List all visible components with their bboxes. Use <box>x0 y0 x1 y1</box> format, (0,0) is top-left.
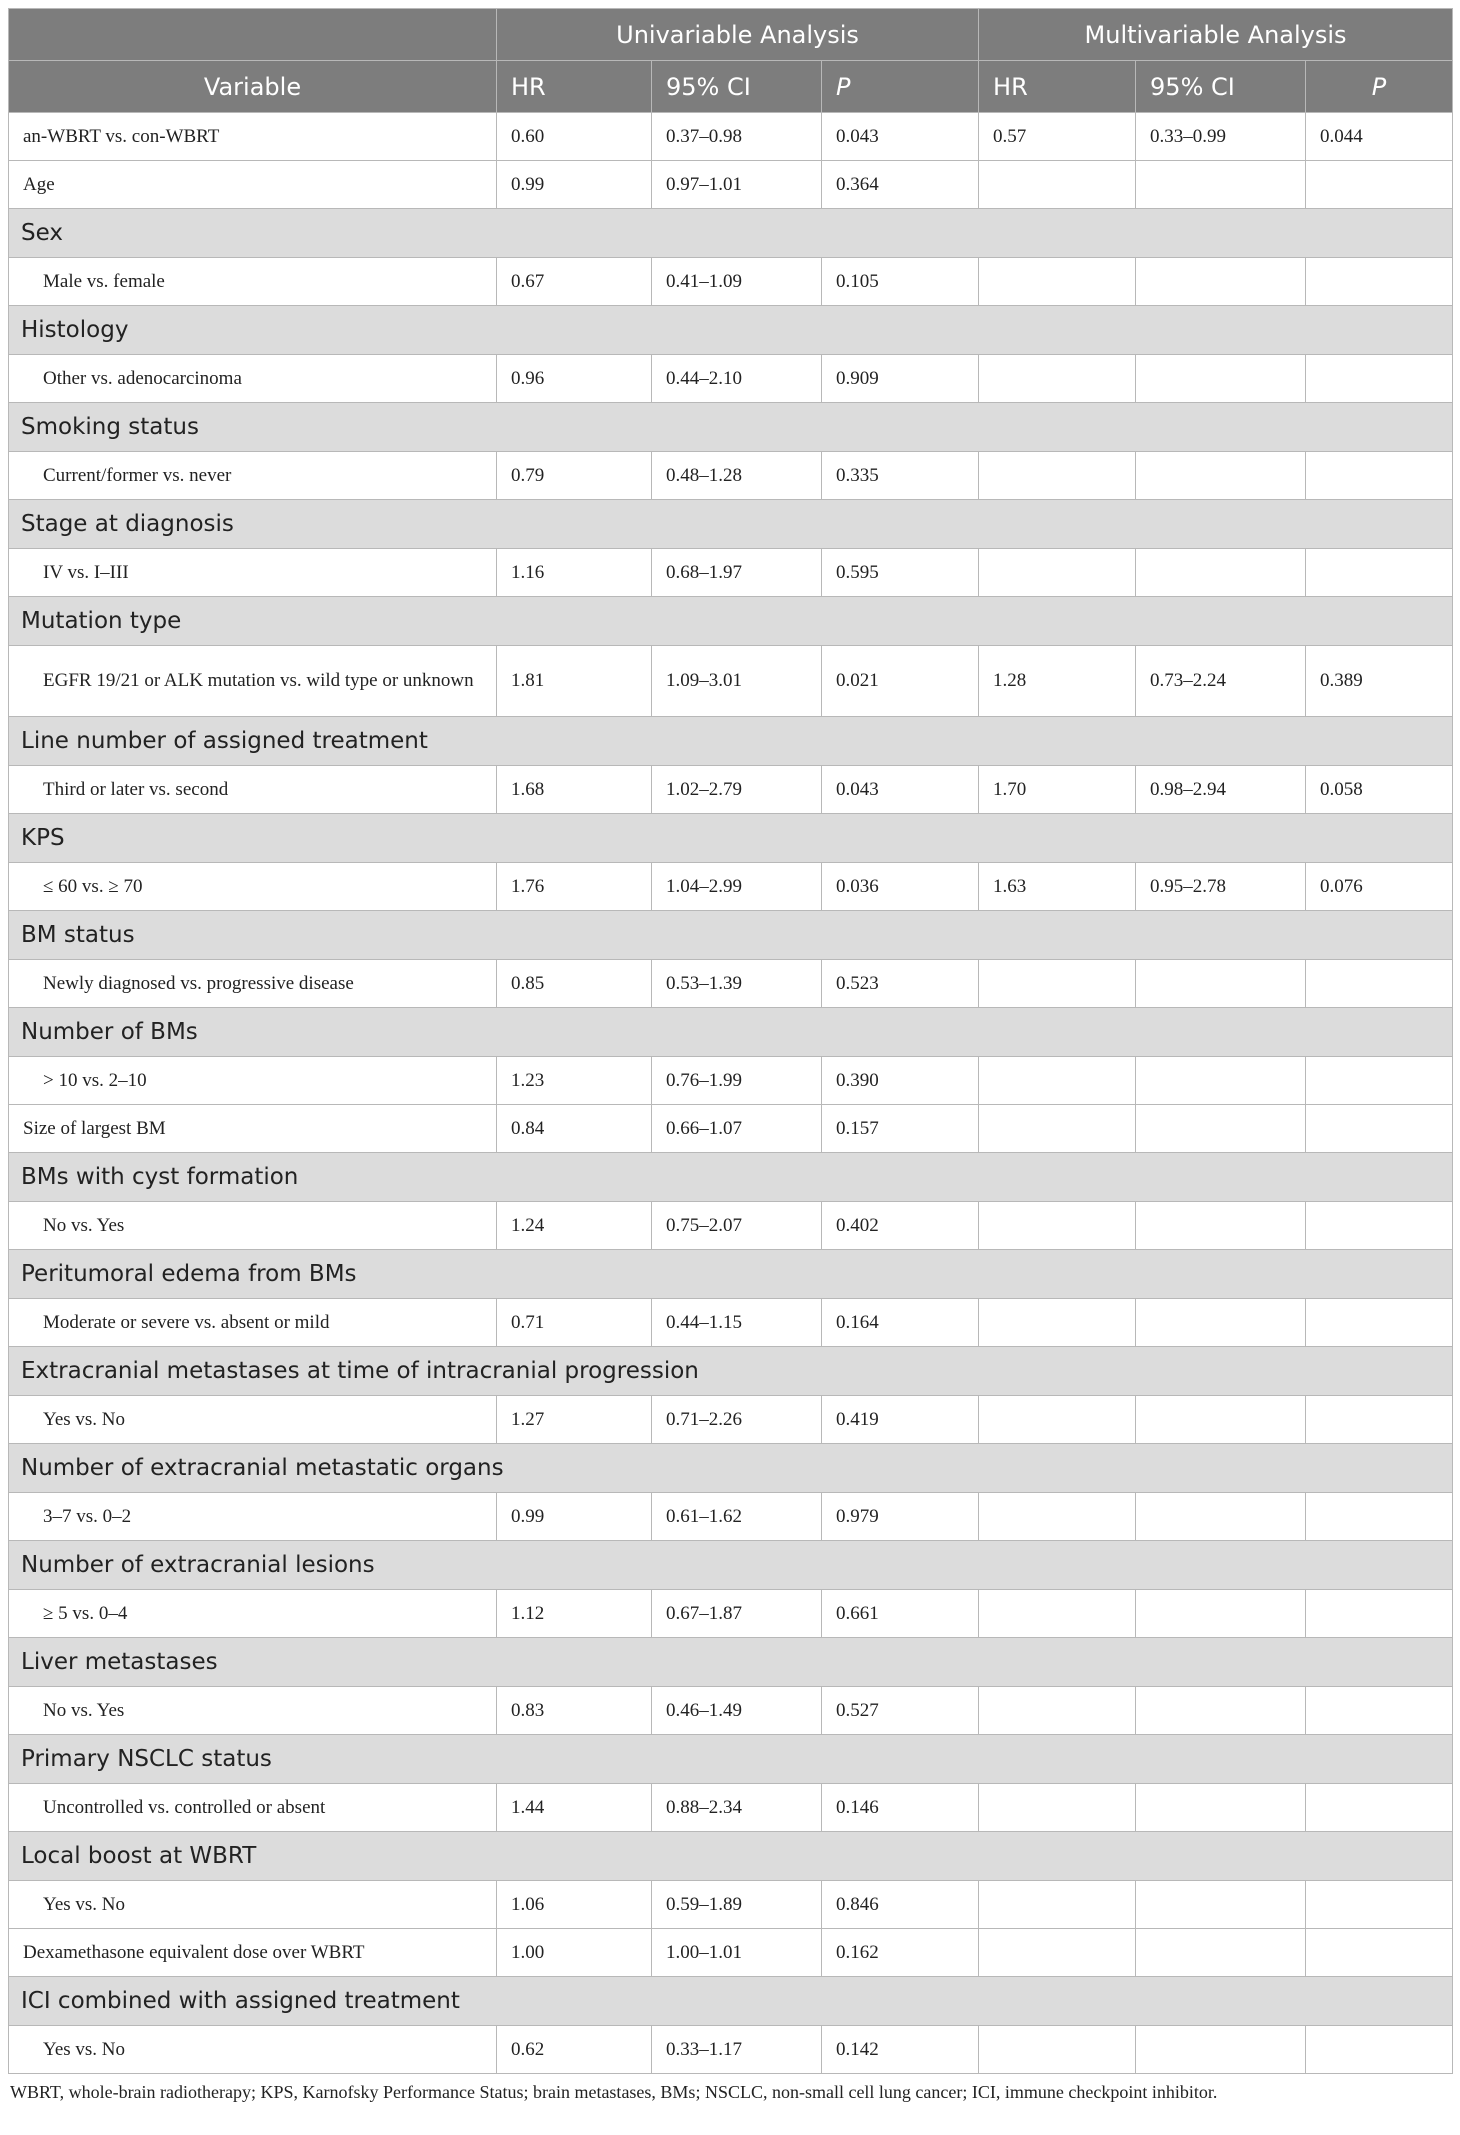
cell-m-p: 0.058 <box>1306 766 1453 814</box>
cell-m-hr <box>979 1057 1136 1105</box>
cell-m-p <box>1306 1784 1453 1832</box>
cell-u-hr: 1.81 <box>497 646 652 717</box>
cell-u-p: 0.021 <box>822 646 979 717</box>
section-label: Histology <box>9 306 1453 355</box>
cell-u-ci: 0.44–1.15 <box>652 1299 822 1347</box>
cell-u-ci: 0.71–2.26 <box>652 1396 822 1444</box>
table-row <box>9 1590 1453 1638</box>
section-row <box>9 1008 1453 1057</box>
cell-m-ci <box>1136 960 1306 1008</box>
variable-label: > 10 vs. 2–10 <box>9 1057 497 1105</box>
section-label: Smoking status <box>9 403 1453 452</box>
cell-u-ci: 1.04–2.99 <box>652 863 822 911</box>
cell-m-ci: 0.95–2.78 <box>1136 863 1306 911</box>
table-row <box>9 549 1453 597</box>
cell-u-hr: 1.06 <box>497 1881 652 1929</box>
cell-u-hr: 1.68 <box>497 766 652 814</box>
cell-m-hr: 0.57 <box>979 113 1136 161</box>
table-row <box>9 1687 1453 1735</box>
header-u-ci: 95% CI <box>652 61 822 113</box>
cell-u-p: 0.402 <box>822 1202 979 1250</box>
header-u-p: P <box>822 61 979 113</box>
cell-u-hr: 1.00 <box>497 1929 652 1977</box>
header-multivariable: Multivariable Analysis <box>979 9 1453 61</box>
cell-u-ci: 0.59–1.89 <box>652 1881 822 1929</box>
cell-m-ci <box>1136 452 1306 500</box>
cell-u-ci: 0.75–2.07 <box>652 1202 822 1250</box>
cell-m-hr <box>979 960 1136 1008</box>
cell-u-hr: 0.62 <box>497 2026 652 2074</box>
variable-label: Yes vs. No <box>9 2026 497 2074</box>
cell-m-ci: 0.33–0.99 <box>1136 113 1306 161</box>
cell-m-hr <box>979 1202 1136 1250</box>
cell-m-p <box>1306 1105 1453 1153</box>
variable-label: Moderate or severe vs. absent or mild <box>9 1299 497 1347</box>
cell-m-p <box>1306 1687 1453 1735</box>
table-row <box>9 1105 1453 1153</box>
cell-u-p: 0.146 <box>822 1784 979 1832</box>
cell-m-ci <box>1136 1057 1306 1105</box>
cell-u-hr: 1.23 <box>497 1057 652 1105</box>
section-label: Number of extracranial lesions <box>9 1541 1453 1590</box>
cell-m-hr: 1.70 <box>979 766 1136 814</box>
table-row <box>9 1396 1453 1444</box>
section-label: Mutation type <box>9 597 1453 646</box>
cell-m-hr <box>979 1784 1136 1832</box>
cell-u-ci: 1.00–1.01 <box>652 1929 822 1977</box>
cell-u-ci: 0.44–2.10 <box>652 355 822 403</box>
cell-m-ci <box>1136 1202 1306 1250</box>
variable-label: No vs. Yes <box>9 1687 497 1735</box>
cell-u-ci: 0.46–1.49 <box>652 1687 822 1735</box>
section-label: ICI combined with assigned treatment <box>9 1977 1453 2026</box>
section-row <box>9 500 1453 549</box>
cell-u-hr: 0.99 <box>497 161 652 209</box>
variable-label: an-WBRT vs. con-WBRT <box>9 113 497 161</box>
section-label: Stage at diagnosis <box>9 500 1453 549</box>
section-label: KPS <box>9 814 1453 863</box>
section-label: Number of BMs <box>9 1008 1453 1057</box>
table-row <box>9 113 1453 161</box>
section-row <box>9 1153 1453 1202</box>
cell-u-p: 0.979 <box>822 1493 979 1541</box>
cell-u-ci: 0.53–1.39 <box>652 960 822 1008</box>
cell-m-hr <box>979 1396 1136 1444</box>
cell-u-hr: 1.76 <box>497 863 652 911</box>
variable-label: Third or later vs. second <box>9 766 497 814</box>
variable-label: ≤ 60 vs. ≥ 70 <box>9 863 497 911</box>
cell-m-hr <box>979 1687 1136 1735</box>
table-row <box>9 2026 1453 2074</box>
variable-label: Newly diagnosed vs. progressive disease <box>9 960 497 1008</box>
cell-u-p: 0.595 <box>822 549 979 597</box>
cell-m-hr <box>979 452 1136 500</box>
variable-label: Uncontrolled vs. controlled or absent <box>9 1784 497 1832</box>
variable-label: 3–7 vs. 0–2 <box>9 1493 497 1541</box>
header-u-hr: HR <box>497 61 652 113</box>
table-header <box>9 9 1453 113</box>
cell-m-p: 0.076 <box>1306 863 1453 911</box>
cell-m-ci <box>1136 2026 1306 2074</box>
cell-u-p: 0.527 <box>822 1687 979 1735</box>
cell-m-ci <box>1136 1590 1306 1638</box>
cell-u-p: 0.661 <box>822 1590 979 1638</box>
section-row <box>9 717 1453 766</box>
cell-u-ci: 0.76–1.99 <box>652 1057 822 1105</box>
header-variable: Variable <box>9 61 497 113</box>
cell-u-p: 0.157 <box>822 1105 979 1153</box>
cell-u-ci: 0.97–1.01 <box>652 161 822 209</box>
variable-label: Current/former vs. never <box>9 452 497 500</box>
cell-m-ci: 0.73–2.24 <box>1136 646 1306 717</box>
cell-u-hr: 1.44 <box>497 1784 652 1832</box>
section-row <box>9 306 1453 355</box>
variable-label: Dexamethasone equivalent dose over WBRT <box>9 1929 497 1977</box>
cell-m-hr <box>979 1590 1136 1638</box>
cell-u-ci: 0.68–1.97 <box>652 549 822 597</box>
variable-label: No vs. Yes <box>9 1202 497 1250</box>
section-row <box>9 1832 1453 1881</box>
section-label: Number of extracranial metastatic organs <box>9 1444 1453 1493</box>
section-row <box>9 597 1453 646</box>
cell-u-p: 0.142 <box>822 2026 979 2074</box>
variable-label: Other vs. adenocarcinoma <box>9 355 497 403</box>
cell-u-hr: 0.84 <box>497 1105 652 1153</box>
table-row <box>9 1929 1453 1977</box>
section-label: Liver metastases <box>9 1638 1453 1687</box>
section-row <box>9 1541 1453 1590</box>
header-m-hr: HR <box>979 61 1136 113</box>
cell-m-p <box>1306 1396 1453 1444</box>
cell-m-p <box>1306 1590 1453 1638</box>
cell-m-ci <box>1136 1687 1306 1735</box>
header-m-p: P <box>1306 61 1453 113</box>
cell-m-p <box>1306 1057 1453 1105</box>
cell-u-hr: 1.27 <box>497 1396 652 1444</box>
cell-m-p: 0.389 <box>1306 646 1453 717</box>
cell-m-hr <box>979 355 1136 403</box>
table-row <box>9 1057 1453 1105</box>
table-row <box>9 1881 1453 1929</box>
section-label: Sex <box>9 209 1453 258</box>
section-row <box>9 403 1453 452</box>
cell-u-ci: 0.37–0.98 <box>652 113 822 161</box>
cell-u-hr: 0.79 <box>497 452 652 500</box>
variable-label: IV vs. I–III <box>9 549 497 597</box>
variable-label: Size of largest BM <box>9 1105 497 1153</box>
cell-u-p: 0.364 <box>822 161 979 209</box>
section-row <box>9 1250 1453 1299</box>
cell-u-p: 0.036 <box>822 863 979 911</box>
cell-m-ci <box>1136 1396 1306 1444</box>
table-row <box>9 452 1453 500</box>
section-row <box>9 1735 1453 1784</box>
cell-m-p <box>1306 1929 1453 1977</box>
cell-u-ci: 0.41–1.09 <box>652 258 822 306</box>
cell-m-ci <box>1136 161 1306 209</box>
cell-m-ci <box>1136 1881 1306 1929</box>
section-row <box>9 1444 1453 1493</box>
cell-m-ci: 0.98–2.94 <box>1136 766 1306 814</box>
cell-u-hr: 0.99 <box>497 1493 652 1541</box>
section-row <box>9 814 1453 863</box>
cell-m-ci <box>1136 1929 1306 1977</box>
cell-m-p <box>1306 161 1453 209</box>
cell-u-ci: 0.88–2.34 <box>652 1784 822 1832</box>
table-row <box>9 960 1453 1008</box>
cell-u-p: 0.390 <box>822 1057 979 1105</box>
section-label: Line number of assigned treatment <box>9 717 1453 766</box>
cell-u-p: 0.909 <box>822 355 979 403</box>
cell-m-hr <box>979 1105 1136 1153</box>
header-univariable: Univariable Analysis <box>497 9 979 61</box>
cell-m-p <box>1306 1202 1453 1250</box>
cell-m-ci <box>1136 258 1306 306</box>
cell-m-p: 0.044 <box>1306 113 1453 161</box>
table-row <box>9 161 1453 209</box>
cell-m-p <box>1306 1493 1453 1541</box>
cell-u-hr: 0.71 <box>497 1299 652 1347</box>
cell-m-ci <box>1136 549 1306 597</box>
cell-m-hr <box>979 1881 1136 1929</box>
table-row <box>9 258 1453 306</box>
table-row <box>9 766 1453 814</box>
section-row <box>9 209 1453 258</box>
cell-u-p: 0.335 <box>822 452 979 500</box>
section-label: Local boost at WBRT <box>9 1832 1453 1881</box>
cell-u-p: 0.162 <box>822 1929 979 1977</box>
table-container <box>8 8 1452 2103</box>
section-label: BMs with cyst formation <box>9 1153 1453 1202</box>
cell-u-p: 0.164 <box>822 1299 979 1347</box>
cell-m-p <box>1306 960 1453 1008</box>
variable-label: Male vs. female <box>9 258 497 306</box>
cell-u-hr: 0.67 <box>497 258 652 306</box>
variable-label: Yes vs. No <box>9 1881 497 1929</box>
table-row <box>9 1299 1453 1347</box>
table-row <box>9 1202 1453 1250</box>
cell-u-p: 0.043 <box>822 113 979 161</box>
cell-m-ci <box>1136 355 1306 403</box>
cell-u-p: 0.419 <box>822 1396 979 1444</box>
cell-u-ci: 0.67–1.87 <box>652 1590 822 1638</box>
cell-m-hr <box>979 1929 1136 1977</box>
cell-m-hr: 1.28 <box>979 646 1136 717</box>
cell-u-hr: 1.12 <box>497 1590 652 1638</box>
cell-u-ci: 0.48–1.28 <box>652 452 822 500</box>
cell-u-hr: 1.24 <box>497 1202 652 1250</box>
hazard-ratio-table <box>8 8 1453 2074</box>
cell-u-hr: 0.85 <box>497 960 652 1008</box>
cell-m-hr <box>979 1299 1136 1347</box>
cell-u-hr: 1.16 <box>497 549 652 597</box>
cell-m-p <box>1306 549 1453 597</box>
table-row <box>9 1493 1453 1541</box>
section-row <box>9 1638 1453 1687</box>
header-m-ci: 95% CI <box>1136 61 1306 113</box>
cell-m-ci <box>1136 1784 1306 1832</box>
cell-m-hr <box>979 258 1136 306</box>
section-row <box>9 1347 1453 1396</box>
cell-m-p <box>1306 355 1453 403</box>
header-blank <box>9 9 497 61</box>
cell-m-p <box>1306 452 1453 500</box>
cell-m-p <box>1306 1299 1453 1347</box>
variable-label: EGFR 19/21 or ALK mutation vs. wild type or unknown <box>9 646 497 717</box>
cell-u-hr: 0.83 <box>497 1687 652 1735</box>
cell-u-p: 0.523 <box>822 960 979 1008</box>
table-row <box>9 355 1453 403</box>
table-footnote: WBRT, whole-brain radiotherapy; KPS, Karnofsky Performance Status; brain metastases, BMs; NSCLC, non-small cell lung cancer; ICI, immune checkpoint inhibitor. <box>10 2082 1218 2102</box>
section-label: Extracranial metastases at time of intracranial progression <box>9 1347 1453 1396</box>
cell-m-p <box>1306 258 1453 306</box>
table-row <box>9 1784 1453 1832</box>
variable-label: Yes vs. No <box>9 1396 497 1444</box>
section-row <box>9 1977 1453 2026</box>
cell-m-ci <box>1136 1493 1306 1541</box>
section-row <box>9 911 1453 960</box>
variable-label: Age <box>9 161 497 209</box>
cell-u-hr: 0.96 <box>497 355 652 403</box>
cell-m-ci <box>1136 1105 1306 1153</box>
table-row <box>9 863 1453 911</box>
cell-m-hr: 1.63 <box>979 863 1136 911</box>
section-label: Peritumoral edema from BMs <box>9 1250 1453 1299</box>
cell-m-p <box>1306 1881 1453 1929</box>
cell-m-hr <box>979 1493 1136 1541</box>
cell-u-p: 0.043 <box>822 766 979 814</box>
table-body <box>9 113 1453 2074</box>
cell-u-ci: 1.09–3.01 <box>652 646 822 717</box>
cell-u-hr: 0.60 <box>497 113 652 161</box>
cell-u-p: 0.846 <box>822 1881 979 1929</box>
cell-m-ci <box>1136 1299 1306 1347</box>
section-label: Primary NSCLC status <box>9 1735 1453 1784</box>
cell-u-ci: 1.02–2.79 <box>652 766 822 814</box>
section-label: BM status <box>9 911 1453 960</box>
cell-u-p: 0.105 <box>822 258 979 306</box>
cell-m-hr <box>979 2026 1136 2074</box>
cell-u-ci: 0.66–1.07 <box>652 1105 822 1153</box>
cell-m-p <box>1306 2026 1453 2074</box>
table-row <box>9 646 1453 717</box>
cell-m-hr <box>979 161 1136 209</box>
variable-label: ≥ 5 vs. 0–4 <box>9 1590 497 1638</box>
cell-u-ci: 0.61–1.62 <box>652 1493 822 1541</box>
cell-u-ci: 0.33–1.17 <box>652 2026 822 2074</box>
cell-m-hr <box>979 549 1136 597</box>
